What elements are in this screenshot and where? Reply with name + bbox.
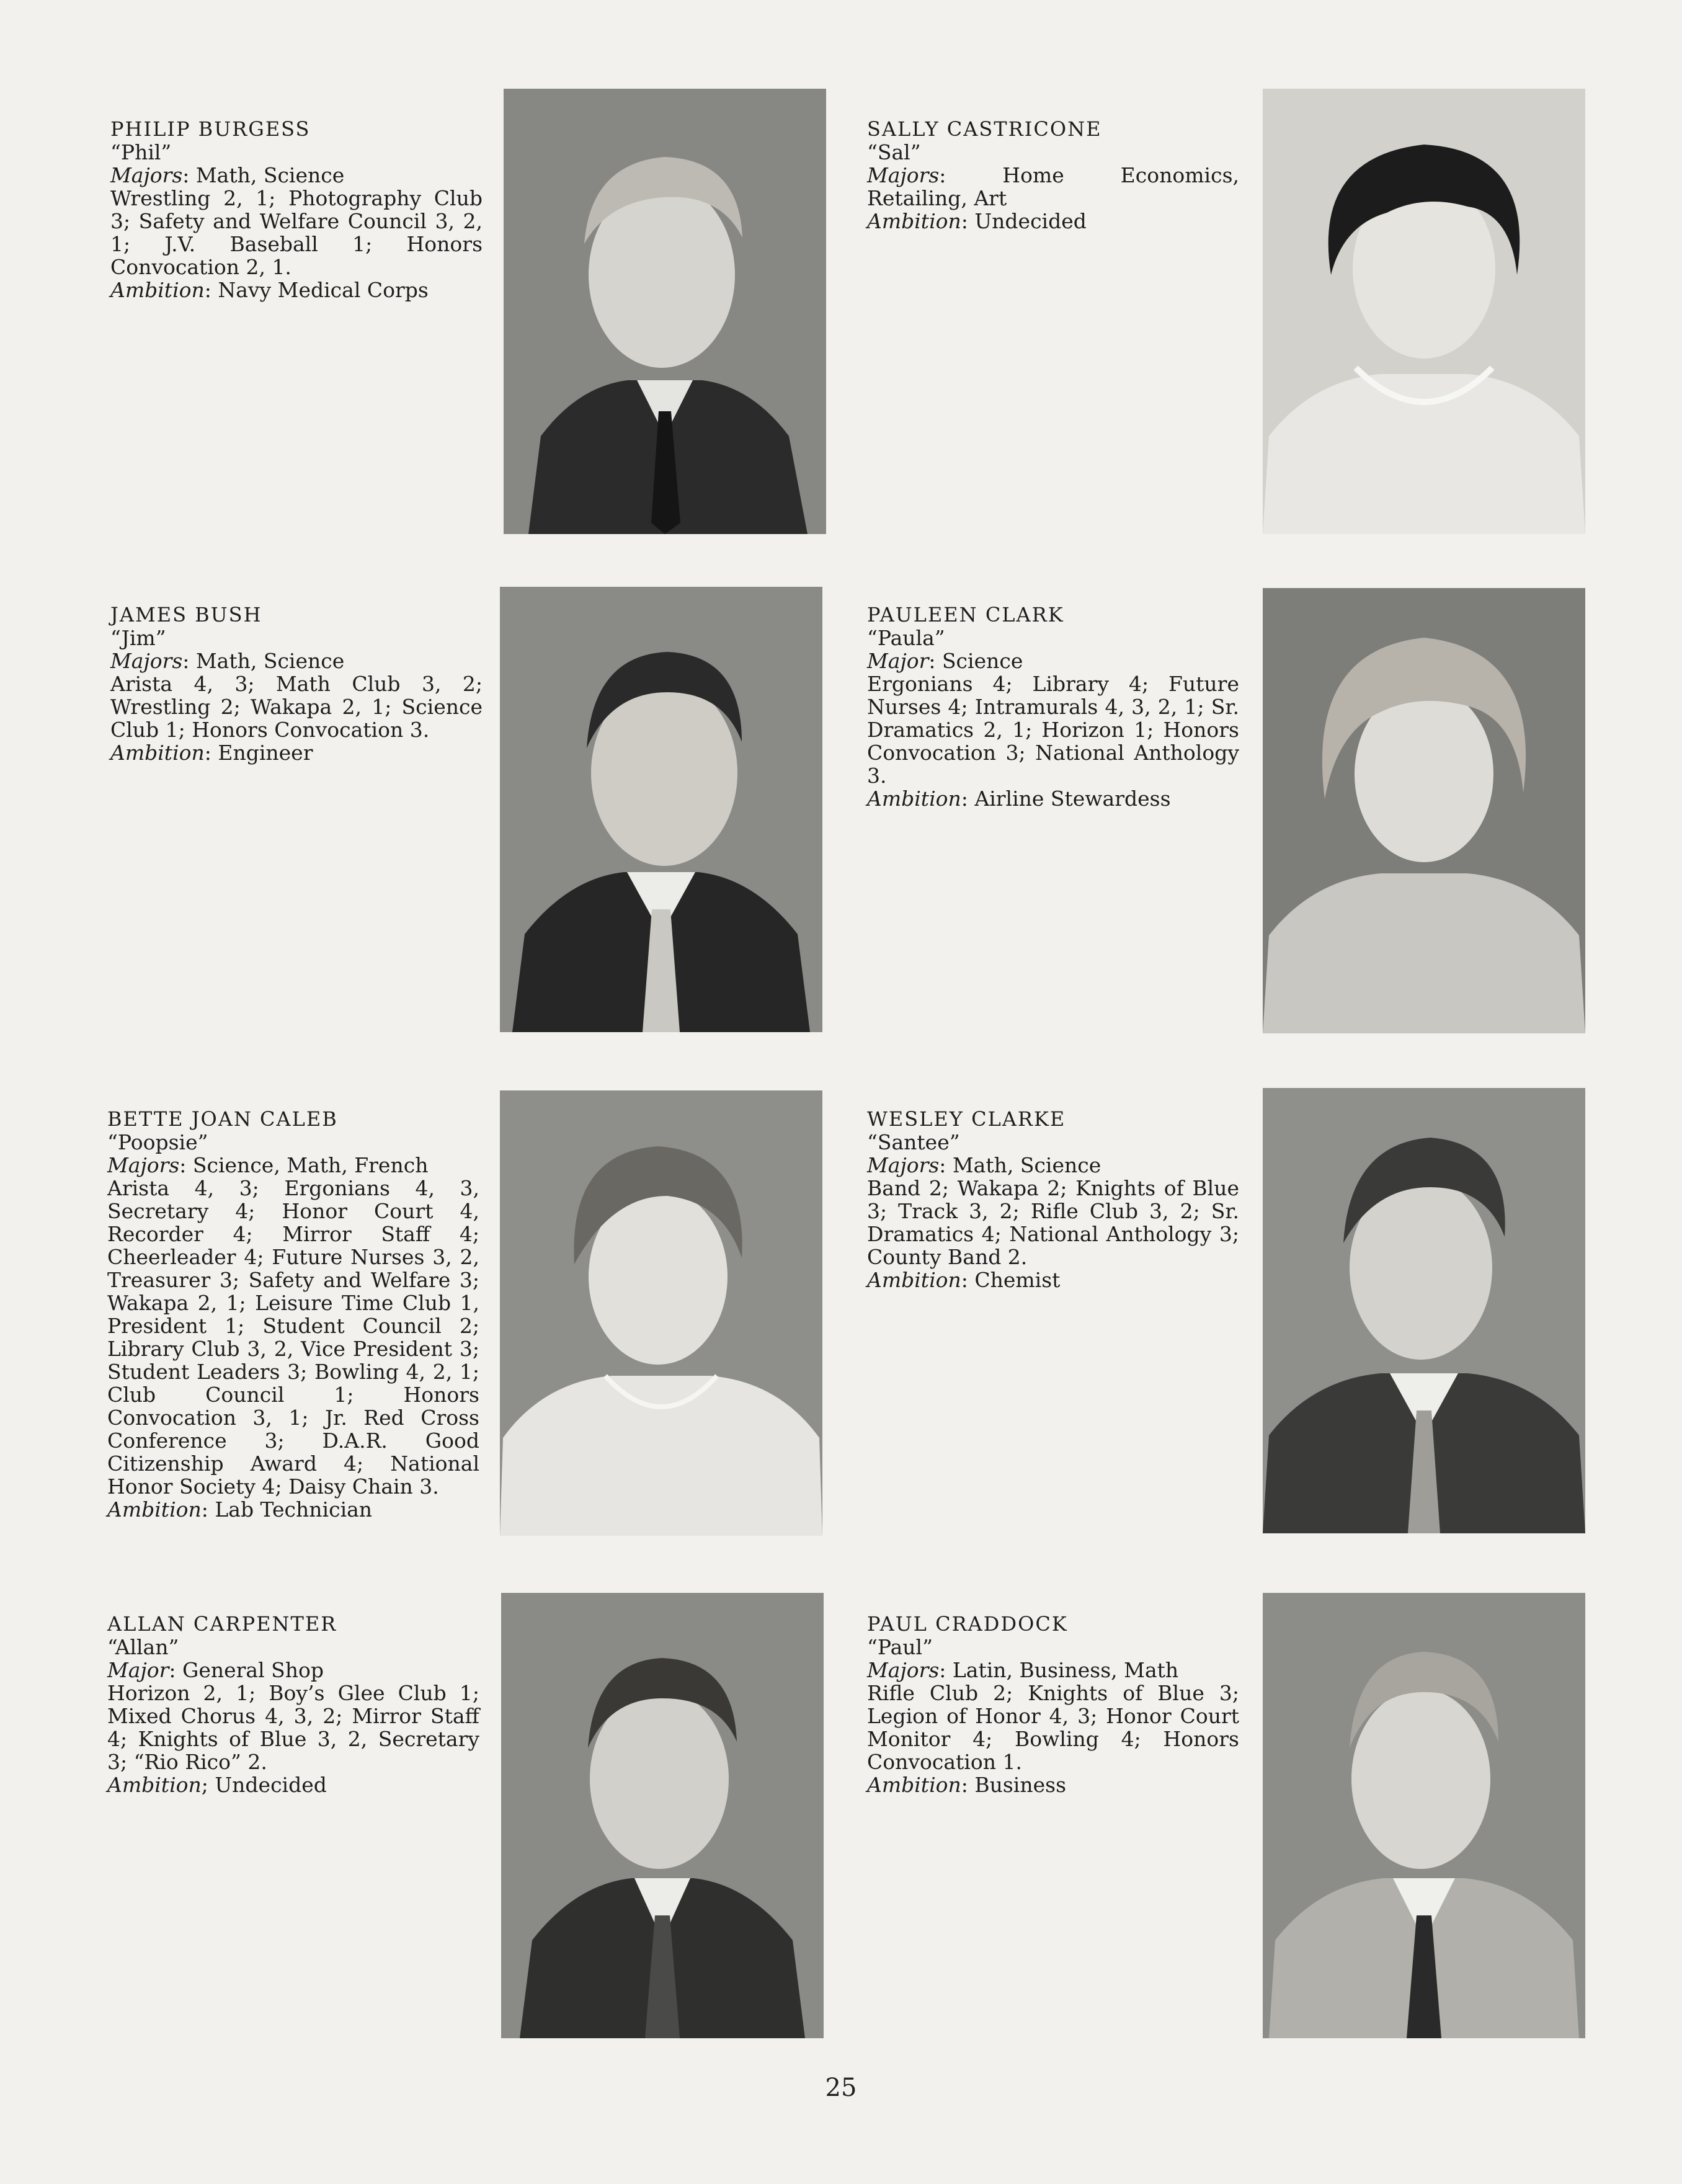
student-majors: : Latin, Business, Math [939, 1658, 1179, 1682]
student-ambition: : Airline Stewardess [961, 787, 1171, 811]
student-majors: : Home Economics, Retailing, Art [867, 163, 1239, 210]
ambition-label: Ambition [867, 209, 961, 233]
ambition-label: Ambition [867, 1268, 961, 1292]
student-nickname: “Phil” [110, 140, 172, 164]
student-majors: : Science, Math, French [179, 1153, 429, 1177]
student-nickname: “Poopsie” [107, 1130, 208, 1154]
student-name: PAUL CRADDOCK [867, 1612, 1068, 1636]
majors-label: Majors [107, 1153, 180, 1177]
student-entry-james-bush [110, 604, 483, 764]
student-ambition: : Chemist [961, 1268, 1061, 1292]
student-entry-allan-carpenter [107, 1613, 479, 1796]
student-entry-paul-craddock [867, 1613, 1239, 1796]
student-ambition: : Navy Medical Corps [204, 278, 429, 302]
ambition-label: Ambition [110, 278, 205, 302]
student-name: SALLY CASTRICONE [867, 117, 1102, 141]
portrait-photo-allan-carpenter [501, 1593, 824, 2038]
student-ambition: : Undecided [961, 209, 1087, 233]
student-majors: : Math, Science [182, 163, 345, 187]
portrait-photo-sally-castricone [1263, 89, 1585, 534]
majors-label: Majors [110, 649, 183, 673]
student-majors: : Math, Science [182, 649, 345, 673]
student-nickname: “Sal” [867, 140, 921, 164]
student-name: BETTE JOAN CALEB [107, 1107, 338, 1131]
student-activities: Arista 4, 3; Math Club 3, 2; Wrestling 2; Wakapa 2, 1; Science Club 1; Honors Convocation 3. [110, 672, 483, 742]
student-name: ALLAN CARPENTER [107, 1612, 337, 1636]
student-name: JAMES BUSH [110, 603, 262, 626]
ambition-label: Ambition [110, 741, 205, 765]
portrait-photo-bette-joan-caleb [500, 1090, 822, 1536]
student-nickname: “Santee” [867, 1130, 960, 1154]
student-activities: Rifle Club 2; Knights of Blue 3; Legion of Honor 4, 3; Honor Court Monitor 4; Bowling 4; Honors Convocation 1. [867, 1681, 1239, 1774]
page-number: 25 [825, 2074, 857, 2102]
ambition-label: Ambition [867, 1773, 961, 1797]
student-name: WESLEY CLARKE [867, 1107, 1066, 1131]
majors-label: Majors [110, 163, 183, 187]
student-nickname: “Paul” [867, 1635, 933, 1659]
portrait-photo-philip-burgess [504, 89, 826, 534]
student-ambition: : Business [961, 1773, 1067, 1797]
student-activities: Horizon 2, 1; Boy’s Glee Club 1; Mixed Chorus 4, 3, 2; Mirror Staff 4; Knights of Blue 3, 2, Secretary 3; “Rio Rico” 2. [107, 1681, 479, 1774]
student-activities: Arista 4, 3; Ergonians 4, 3, Secretary 4; Honor Court 4, Recorder 4; Mirror Staff 4; Cheerleader 4; Future Nurses 3, 2, Treasurer 3; Safety and Welfare 3; Wakapa 2, 1; Leisure Time Club 1, President 1; Student Council 2; Library Club 3, 2, Vice President 3; Student Leaders 3; Bowling 4, 2, 1; Club Council 1; Honors Convocation 3, 1; Jr. Red Cross Conference 3; D.A.R. Good Citizenship Award 4; National Honor Society 4; Daisy Chain 3. [107, 1176, 479, 1499]
ambition-label: Ambition [867, 787, 961, 811]
student-ambition: : Lab Technician [201, 1497, 373, 1522]
student-entry-philip-burgess [110, 118, 483, 301]
student-activities: Ergonians 4; Library 4; Future Nurses 4; Intramurals 4, 3, 2, 1; Sr. Dramatics 2, 1; Horizon 1; Honors Convocation 3; National Anthology 3. [867, 672, 1239, 788]
student-ambition: ; Undecided [201, 1773, 327, 1797]
student-entry-sally-castricone [867, 118, 1239, 233]
student-activities: Wrestling 2, 1; Photography Club 3; Safety and Welfare Council 3, 2, 1; J.V. Baseball 1; Honors Convocation 2, 1. [110, 186, 483, 279]
student-entry-wesley-clarke [867, 1108, 1239, 1291]
student-name: PHILIP BURGESS [110, 117, 311, 141]
student-activities: Band 2; Wakapa 2; Knights of Blue 3; Track 3, 2; Rifle Club 3, 2; Sr. Dramatics 4; National Anthology 3; County Band 2. [867, 1176, 1239, 1269]
student-nickname: “Allan” [107, 1635, 179, 1659]
majors-label: Major [867, 649, 929, 673]
majors-label: Major [107, 1658, 169, 1682]
majors-label: Majors [867, 163, 940, 187]
student-majors: : General Shop [169, 1658, 324, 1682]
ambition-label: Ambition [107, 1773, 202, 1797]
student-majors: : Math, Science [939, 1153, 1101, 1177]
student-ambition: : Engineer [204, 741, 313, 765]
student-entry-pauleen-clark [867, 604, 1239, 810]
portrait-photo-paul-craddock [1263, 1593, 1585, 2038]
student-entry-bette-joan-caleb [107, 1108, 479, 1521]
student-name: PAULEEN CLARK [867, 603, 1064, 626]
student-majors: : Science [928, 649, 1023, 673]
portrait-photo-wesley-clarke [1263, 1088, 1585, 1533]
student-nickname: “Jim” [110, 626, 166, 650]
majors-label: Majors [867, 1153, 940, 1177]
ambition-label: Ambition [107, 1497, 202, 1522]
majors-label: Majors [867, 1658, 940, 1682]
portrait-photo-james-bush [500, 587, 822, 1032]
portrait-photo-pauleen-clark [1263, 588, 1585, 1033]
student-nickname: “Paula” [867, 626, 945, 650]
